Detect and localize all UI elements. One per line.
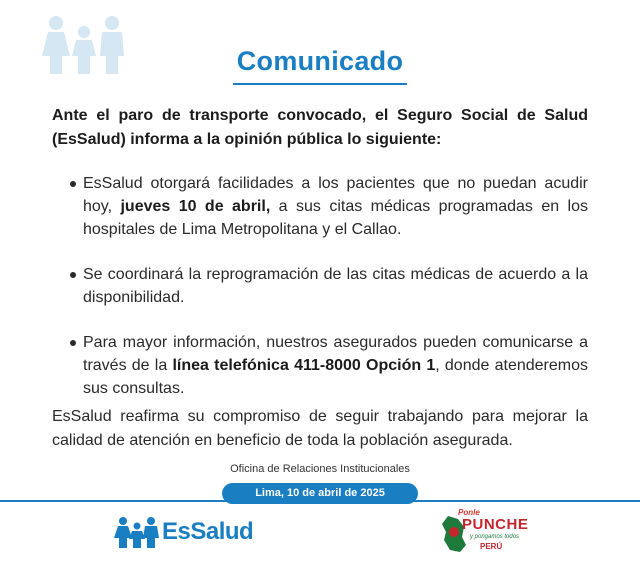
bullet-item	[52, 331, 588, 400]
bullet-text: Se coordinará la reprogramación de las citas médicas de acuerdo a la disponibilidad.	[83, 266, 588, 306]
campaign-logo	[440, 506, 529, 556]
bullet-text: Para mayor información, nuestros asegurados pueden comunicarse a través de la	[83, 334, 588, 374]
essalud-logo	[114, 514, 254, 550]
campaign-sub-text: y pongamos todos	[470, 534, 520, 540]
closing-paragraph: EsSalud reafirma su compromiso de seguir trabajando para mejorar la calidad de atención en beneficio de toda la población asegurada.	[52, 408, 588, 449]
bullet-item	[52, 263, 588, 309]
bullet-list	[52, 172, 588, 400]
bullet-bold-text: línea telefónica 411-8000 Opción 1	[172, 357, 436, 374]
bullet-text: , donde atenderemos sus consultas.	[83, 357, 589, 397]
title-container	[0, 46, 640, 85]
essalud-family-logo-icon	[114, 516, 160, 548]
bullet-text: a sus citas médicas programadas en los hospitales de Lima Metropolitana y el Callao.	[83, 198, 589, 238]
bullet-bold-text: jueves 10 de abril,	[120, 198, 271, 215]
bullet-dot-icon	[70, 340, 76, 346]
bullet-dot-icon	[70, 181, 76, 187]
bullet-text: EsSalud otorgará facilidades a los pacientes que no puedan acudir hoy,	[83, 175, 588, 215]
intro-paragraph: Ante el paro de transporte convocado, el Seguro Social de Salud (EsSalud) informa a la opinión pública lo siguiente:	[52, 107, 588, 148]
date-badge: Lima, 10 de abril de 2025	[222, 483, 418, 504]
campaign-country-text: PERÚ	[480, 542, 503, 551]
campaign-top-text: Ponle	[458, 508, 480, 517]
bullet-item	[52, 172, 588, 241]
page-title: Comunicado	[233, 46, 408, 85]
essalud-logo-text: EsSalud	[162, 518, 254, 545]
bullet-dot-icon	[70, 272, 76, 278]
campaign-main-text: PUNCHE	[462, 516, 529, 533]
office-name: Oficina de Relaciones Institucionales	[230, 463, 410, 475]
